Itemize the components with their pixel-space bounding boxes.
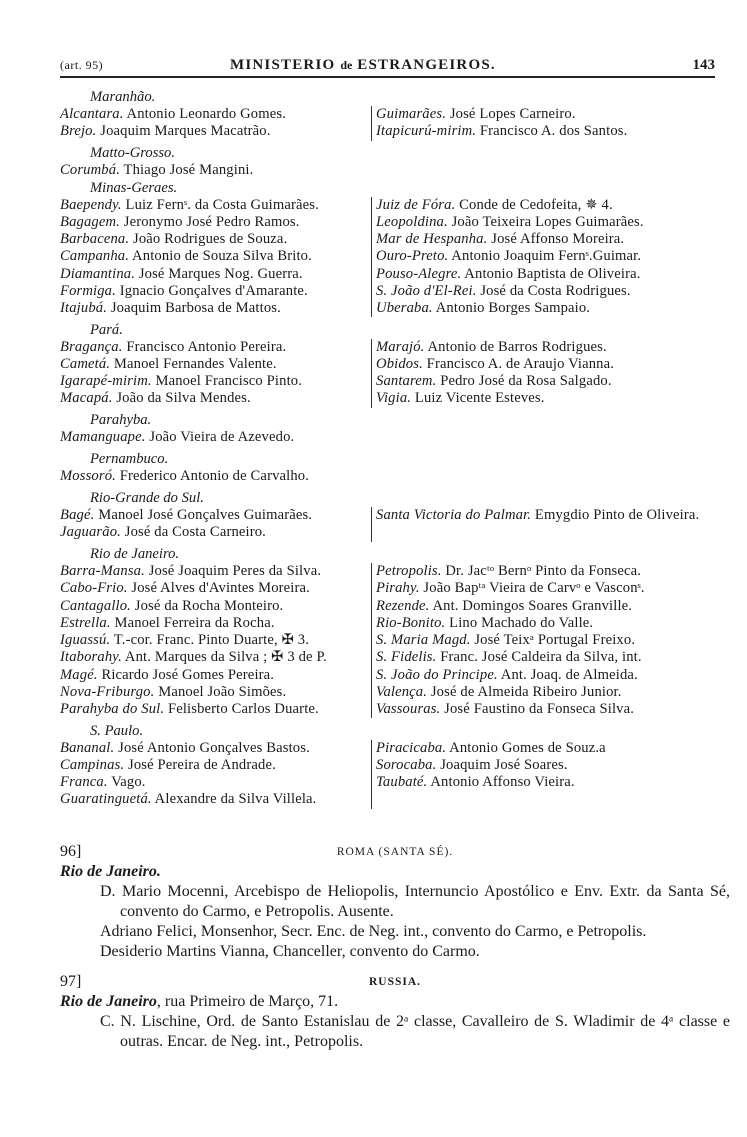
running-header — [60, 58, 715, 78]
consul-entry — [376, 106, 730, 123]
right-column — [371, 339, 730, 408]
province-rows — [60, 507, 730, 541]
place-name: Itapicurú-mirim. — [376, 123, 477, 140]
consul-entry — [60, 649, 371, 666]
consul-entry — [60, 429, 371, 446]
place-name: Santarem. — [376, 373, 437, 390]
legation-section — [60, 842, 730, 962]
consul-entry — [376, 598, 730, 615]
right-column — [371, 106, 730, 140]
article-ref: (art. 95) — [60, 58, 104, 72]
staff-entry: Desiderio Martins Vianna, Chanceller, convento do Carmo. — [100, 943, 480, 960]
consul-entry — [376, 356, 730, 373]
place-name: Itajubá. — [60, 299, 108, 316]
consul-entry — [376, 123, 730, 140]
section-number: 96] — [60, 843, 82, 860]
place-name: Nova-Friburgo. — [60, 683, 155, 700]
consul-name: João Teixeira Lopes Guimarães. — [447, 213, 644, 230]
consul-entry — [376, 231, 730, 248]
consul-name: Pedro José da Rosa Salgado. — [436, 373, 612, 390]
location-place: Rio de Janeiro. — [60, 863, 161, 880]
legation-section — [60, 972, 730, 1052]
place-name: Franca. — [60, 774, 108, 791]
consul-entry — [60, 106, 371, 123]
place-name: Cantagallo. — [60, 597, 131, 614]
place-name: S. João do Principe. — [376, 666, 498, 683]
place-name: Campanha. — [60, 248, 130, 265]
place-name: Taubaté. — [376, 774, 428, 791]
place-name: Campinas. — [60, 757, 125, 774]
place-name: Baependy. — [60, 196, 122, 213]
consul-name: José da Rocha Monteiro. — [130, 597, 284, 614]
consul-name: Ant. Joaq. de Almeida. — [497, 666, 638, 683]
place-name: Estrella. — [60, 614, 111, 631]
right-column — [371, 563, 730, 718]
place-name: Petropolis. — [376, 563, 442, 580]
place-name: Brejo. — [60, 123, 97, 140]
consul-name: Franc. José Caldeira da Silva, int. — [436, 649, 642, 666]
left-column — [60, 339, 371, 408]
place-name: Pouso-Alegre. — [376, 265, 462, 282]
province-group — [60, 490, 730, 542]
place-name: Marajó. — [376, 338, 425, 355]
consul-entry — [60, 214, 371, 231]
consul-name: Francisco A. dos Santos. — [476, 123, 628, 140]
place-name: Vigia. — [376, 390, 412, 407]
consul-entry — [376, 507, 730, 524]
consul-name: Jeronymo José Pedro Ramos. — [119, 213, 300, 230]
consul-entry — [376, 774, 730, 791]
consul-name: Lino Machado do Valle. — [445, 614, 594, 631]
left-column — [60, 162, 371, 179]
staff-entry: C. N. Lischine, Ord. de Santo Estanislau de 2ᵃ classe, Cavalleiro de S. Wladimir de 4ᵃ classe e outras. Encar. de Neg. int., Petropolis. — [100, 1013, 730, 1050]
place-name: Mamanguape. — [60, 429, 146, 446]
province-heading: Rio de Janeiro. — [90, 546, 180, 563]
consul-entry — [60, 197, 371, 214]
consul-entry — [60, 598, 371, 615]
place-name: Bragança. — [60, 338, 123, 355]
left-column — [60, 468, 371, 485]
left-column — [60, 740, 371, 809]
right-column — [371, 507, 730, 541]
left-column — [60, 197, 371, 317]
place-name: Santa Victoria do Palmar. — [376, 507, 532, 524]
province-group — [60, 322, 730, 408]
consul-name: José Antonio Gonçalves Bastos. — [114, 739, 310, 756]
province-rows — [60, 162, 730, 179]
left-column — [60, 507, 371, 541]
consul-name: João Bapᵗᵃ Vieira de Carvᵒ e Vasconˢ. — [419, 580, 645, 597]
place-name: Rezende. — [376, 597, 430, 614]
consul-entry — [60, 615, 371, 632]
consul-entry — [376, 632, 730, 649]
legations-list — [60, 842, 730, 1062]
consul-name: José de Almeida Ribeiro Junior. — [427, 683, 622, 700]
province-heading: Pernambuco. — [90, 451, 169, 468]
province-rows — [60, 429, 730, 446]
consul-name: José Teixᵃ Portugal Freixo. — [470, 632, 636, 649]
location-address: , rua Primeiro de Março, 71. — [156, 993, 339, 1010]
consul-entry — [376, 283, 730, 300]
consul-entry — [376, 615, 730, 632]
consul-name: Conde de Cedofeita, ✵ 4. — [455, 196, 613, 213]
province-group — [60, 145, 730, 179]
province-group — [60, 412, 730, 446]
section-title: RUSSIA. — [368, 976, 422, 988]
place-name: Alcantara. — [60, 106, 124, 123]
place-name: Mossoró. — [60, 468, 116, 485]
place-name: Parahyba do Sul. — [60, 700, 165, 717]
place-name: Piracicaba. — [376, 739, 447, 756]
consul-name: Antonio Affonso Vieira. — [427, 774, 575, 791]
consul-entry — [60, 356, 371, 373]
province-heading: Rio-Grande do Sul. — [90, 489, 204, 506]
province-group — [60, 89, 730, 141]
place-name: Vassouras. — [376, 700, 441, 717]
consul-name: Antonio Baptista de Oliveira. — [461, 265, 641, 282]
consul-name: José Pereira de Andrade. — [124, 757, 276, 774]
consul-name: Antonio de Barros Rodrigues. — [424, 338, 607, 355]
place-name: Barbacena. — [60, 231, 130, 248]
consul-entry — [60, 468, 371, 485]
right-column — [371, 197, 730, 317]
place-name: Bagé. — [60, 507, 95, 524]
consul-entry — [60, 667, 371, 684]
staff-entry: Adriano Felici, Monsenhor, Secr. Enc. de Neg. int., convento do Carmo, e Petropolis. — [100, 923, 647, 940]
consul-name: Joaquim Marques Macatrão. — [96, 123, 271, 140]
consul-name: Luiz Vicente Esteves. — [411, 390, 545, 407]
section-location — [60, 992, 730, 1012]
place-name: Magé. — [60, 666, 98, 683]
place-name: Iguassú. — [60, 632, 111, 649]
place-name: S. Fidelis. — [376, 649, 437, 666]
consul-entry — [376, 740, 730, 757]
consul-entry — [376, 248, 730, 265]
province-heading: Parahyba. — [90, 412, 152, 429]
consul-name: Luiz Fernˢ. da Costa Guimarães. — [121, 196, 319, 213]
place-name: Obidos. — [376, 356, 423, 373]
consul-name: João Rodrigues de Souza. — [129, 231, 288, 248]
consul-entry — [60, 283, 371, 300]
place-name: Cabo-Frio. — [60, 580, 128, 597]
place-name: Pirahy. — [376, 580, 420, 597]
consul-entry — [60, 507, 371, 524]
place-name: Itaborahy. — [60, 649, 122, 666]
consul-entry — [60, 740, 371, 757]
consul-entry — [60, 266, 371, 283]
province-heading: Maranhão. — [90, 89, 156, 105]
province-rows — [60, 468, 730, 485]
consul-name: Antonio de Souza Silva Brito. — [129, 248, 312, 265]
province-heading: Pará. — [90, 321, 123, 338]
consul-entry — [60, 231, 371, 248]
left-column — [60, 429, 371, 446]
consul-entry — [60, 684, 371, 701]
consul-name: Ricardo José Gomes Pereira. — [97, 666, 275, 683]
consul-entry — [60, 757, 371, 774]
consul-name: Manoel Ferreira da Rocha. — [110, 614, 275, 631]
consul-entry — [60, 632, 371, 649]
province-group — [60, 546, 730, 718]
consul-entry — [60, 580, 371, 597]
place-name: Sorocaba. — [376, 757, 437, 774]
consul-name: José Lopes Carneiro. — [446, 106, 576, 123]
consul-entry — [376, 214, 730, 231]
left-column — [60, 563, 371, 718]
place-name: Igarapé-mirim. — [60, 373, 152, 390]
consul-entry — [60, 524, 371, 541]
consul-entry — [60, 373, 371, 390]
consul-name: José Marques Nog. Guerra. — [135, 265, 303, 282]
consul-name: Ant. Domingos Soares Granville. — [429, 597, 633, 614]
page-number: 143 — [692, 57, 715, 73]
title-part: ESTRANGEIROS. — [357, 57, 496, 73]
consul-name: Thiago José Mangini. — [120, 162, 254, 179]
location-place: Rio de Janeiro — [60, 993, 157, 1010]
place-name: Jaguarão. — [60, 524, 121, 541]
consul-entry — [376, 649, 730, 666]
consul-entry — [376, 757, 730, 774]
title-part: MINISTERIO — [230, 57, 336, 73]
place-name: Uberaba. — [376, 299, 433, 316]
consul-name: Felisberto Carlos Duarte. — [164, 700, 319, 717]
consul-name: Emygdio Pinto de Oliveira. — [531, 507, 700, 524]
consul-entry — [60, 563, 371, 580]
place-name: S. Maria Magd. — [376, 632, 471, 649]
place-name: Bananal. — [60, 739, 115, 756]
title-part: de — [340, 58, 353, 72]
consul-name: José da Costa Carneiro. — [120, 524, 266, 541]
consul-name: T.-cor. Franc. Pinto Duarte, ✠ 3. — [110, 632, 310, 649]
place-name: Diamantina. — [60, 265, 136, 282]
consul-name: José Faustino da Fonseca Silva. — [440, 700, 635, 717]
consul-entry — [376, 373, 730, 390]
consul-name: Antonio Joaquim Fernˢ.Guimar. — [448, 248, 642, 265]
province-rows — [60, 339, 730, 408]
consul-entry — [376, 266, 730, 283]
consul-name: Alexandre da Silva Villela. — [151, 791, 317, 808]
consul-entry — [60, 701, 371, 718]
place-name: Ouro-Preto. — [376, 248, 449, 265]
place-name: Corumbá. — [60, 162, 120, 179]
place-name: Leopoldina. — [376, 213, 448, 230]
consul-name: Frederico Antonio de Carvalho. — [115, 468, 310, 485]
consul-entry — [376, 580, 730, 597]
province-rows — [60, 740, 730, 809]
consul-entry — [376, 701, 730, 718]
province-heading: Matto-Grosso. — [90, 145, 175, 162]
consul-name: Francisco A. de Araujo Vianna. — [422, 356, 615, 373]
consul-entry — [376, 684, 730, 701]
place-name: Guaratinguetá. — [60, 791, 152, 808]
place-name: Macapá. — [60, 390, 113, 407]
province-rows — [60, 197, 730, 317]
place-name: Cametá. — [60, 356, 111, 373]
consul-entry — [60, 300, 371, 317]
consul-entry — [376, 197, 730, 214]
place-name: Bagagem. — [60, 213, 120, 230]
place-name: Barra-Mansa. — [60, 563, 145, 580]
province-group — [60, 451, 730, 485]
consul-name: Ignacio Gonçalves d'Amarante. — [115, 282, 308, 299]
consul-name: Joaquim José Soares. — [436, 757, 568, 774]
section-location — [60, 862, 730, 882]
consul-name: José Joaquim Peres da Silva. — [144, 563, 322, 580]
consul-name: José Alves d'Avintes Moreira. — [127, 580, 310, 597]
consul-name: Vago. — [107, 774, 146, 791]
section-title: ROMA (SANTA SÉ). — [336, 846, 454, 858]
consul-entry — [376, 300, 730, 317]
place-name: Mar de Hespanha. — [376, 231, 488, 248]
consul-name: João Vieira de Azevedo. — [145, 429, 295, 446]
consul-name: Manoel José Gonçalves Guimarães. — [94, 507, 313, 524]
left-column — [60, 106, 371, 140]
consul-name: Manoel João Simões. — [154, 683, 287, 700]
province-group — [60, 723, 730, 809]
consul-name: Manoel Francisco Pinto. — [151, 373, 303, 390]
place-name: Rio-Bonito. — [376, 614, 446, 631]
consul-entry — [60, 791, 371, 808]
consul-name: Dr. Jacᵗᵒ Bernᵒ Pinto da Fonseca. — [441, 563, 642, 580]
consul-entry — [60, 123, 371, 140]
consul-name: José Affonso Moreira. — [487, 231, 625, 248]
place-name: S. João d'El-Rei. — [376, 282, 477, 299]
place-name: Valença. — [376, 683, 428, 700]
consul-entry — [376, 390, 730, 407]
consul-name: Antonio Gomes de Souz.a — [446, 739, 606, 756]
consul-entry — [376, 563, 730, 580]
consul-name: José da Costa Rodrigues. — [476, 282, 631, 299]
right-column — [371, 740, 730, 809]
province-rows — [60, 563, 730, 718]
province-heading: S. Paulo. — [90, 722, 144, 739]
province-rows — [60, 106, 730, 140]
consul-entry — [60, 774, 371, 791]
consul-name: Antonio Leonardo Gomes. — [123, 106, 287, 123]
consul-name: João da Silva Mendes. — [112, 390, 251, 407]
place-name: Guimarães. — [376, 106, 447, 123]
consul-name: Antonio Borges Sampaio. — [432, 299, 591, 316]
consul-name: Ant. Marques da Silva ; ✠ 3 de P. — [121, 649, 327, 666]
province-group — [60, 180, 730, 318]
section-number: 97] — [60, 973, 82, 990]
consul-entry — [60, 390, 371, 407]
consul-entry — [376, 667, 730, 684]
consul-name: Manoel Fernandes Valente. — [110, 356, 277, 373]
place-name: Formiga. — [60, 282, 116, 299]
province-heading: Minas-Geraes. — [90, 179, 178, 196]
consul-name: Joaquim Barbosa de Mattos. — [107, 299, 281, 316]
consul-entry — [376, 339, 730, 356]
staff-entry: D. Mario Mocenni, Arcebispo de Heliopolis, Internuncio Apostólico e Env. Extr. da Santa Sé, convento do Carmo, e Petropolis. Ausente. — [100, 883, 730, 920]
consul-name: Francisco Antonio Pereira. — [122, 338, 287, 355]
consul-entry — [60, 339, 371, 356]
place-name: Juiz de Fóra. — [376, 196, 456, 213]
consul-entry — [60, 162, 371, 179]
vice-consulates-list — [60, 89, 730, 809]
running-title — [230, 57, 496, 74]
consul-entry — [60, 248, 371, 265]
